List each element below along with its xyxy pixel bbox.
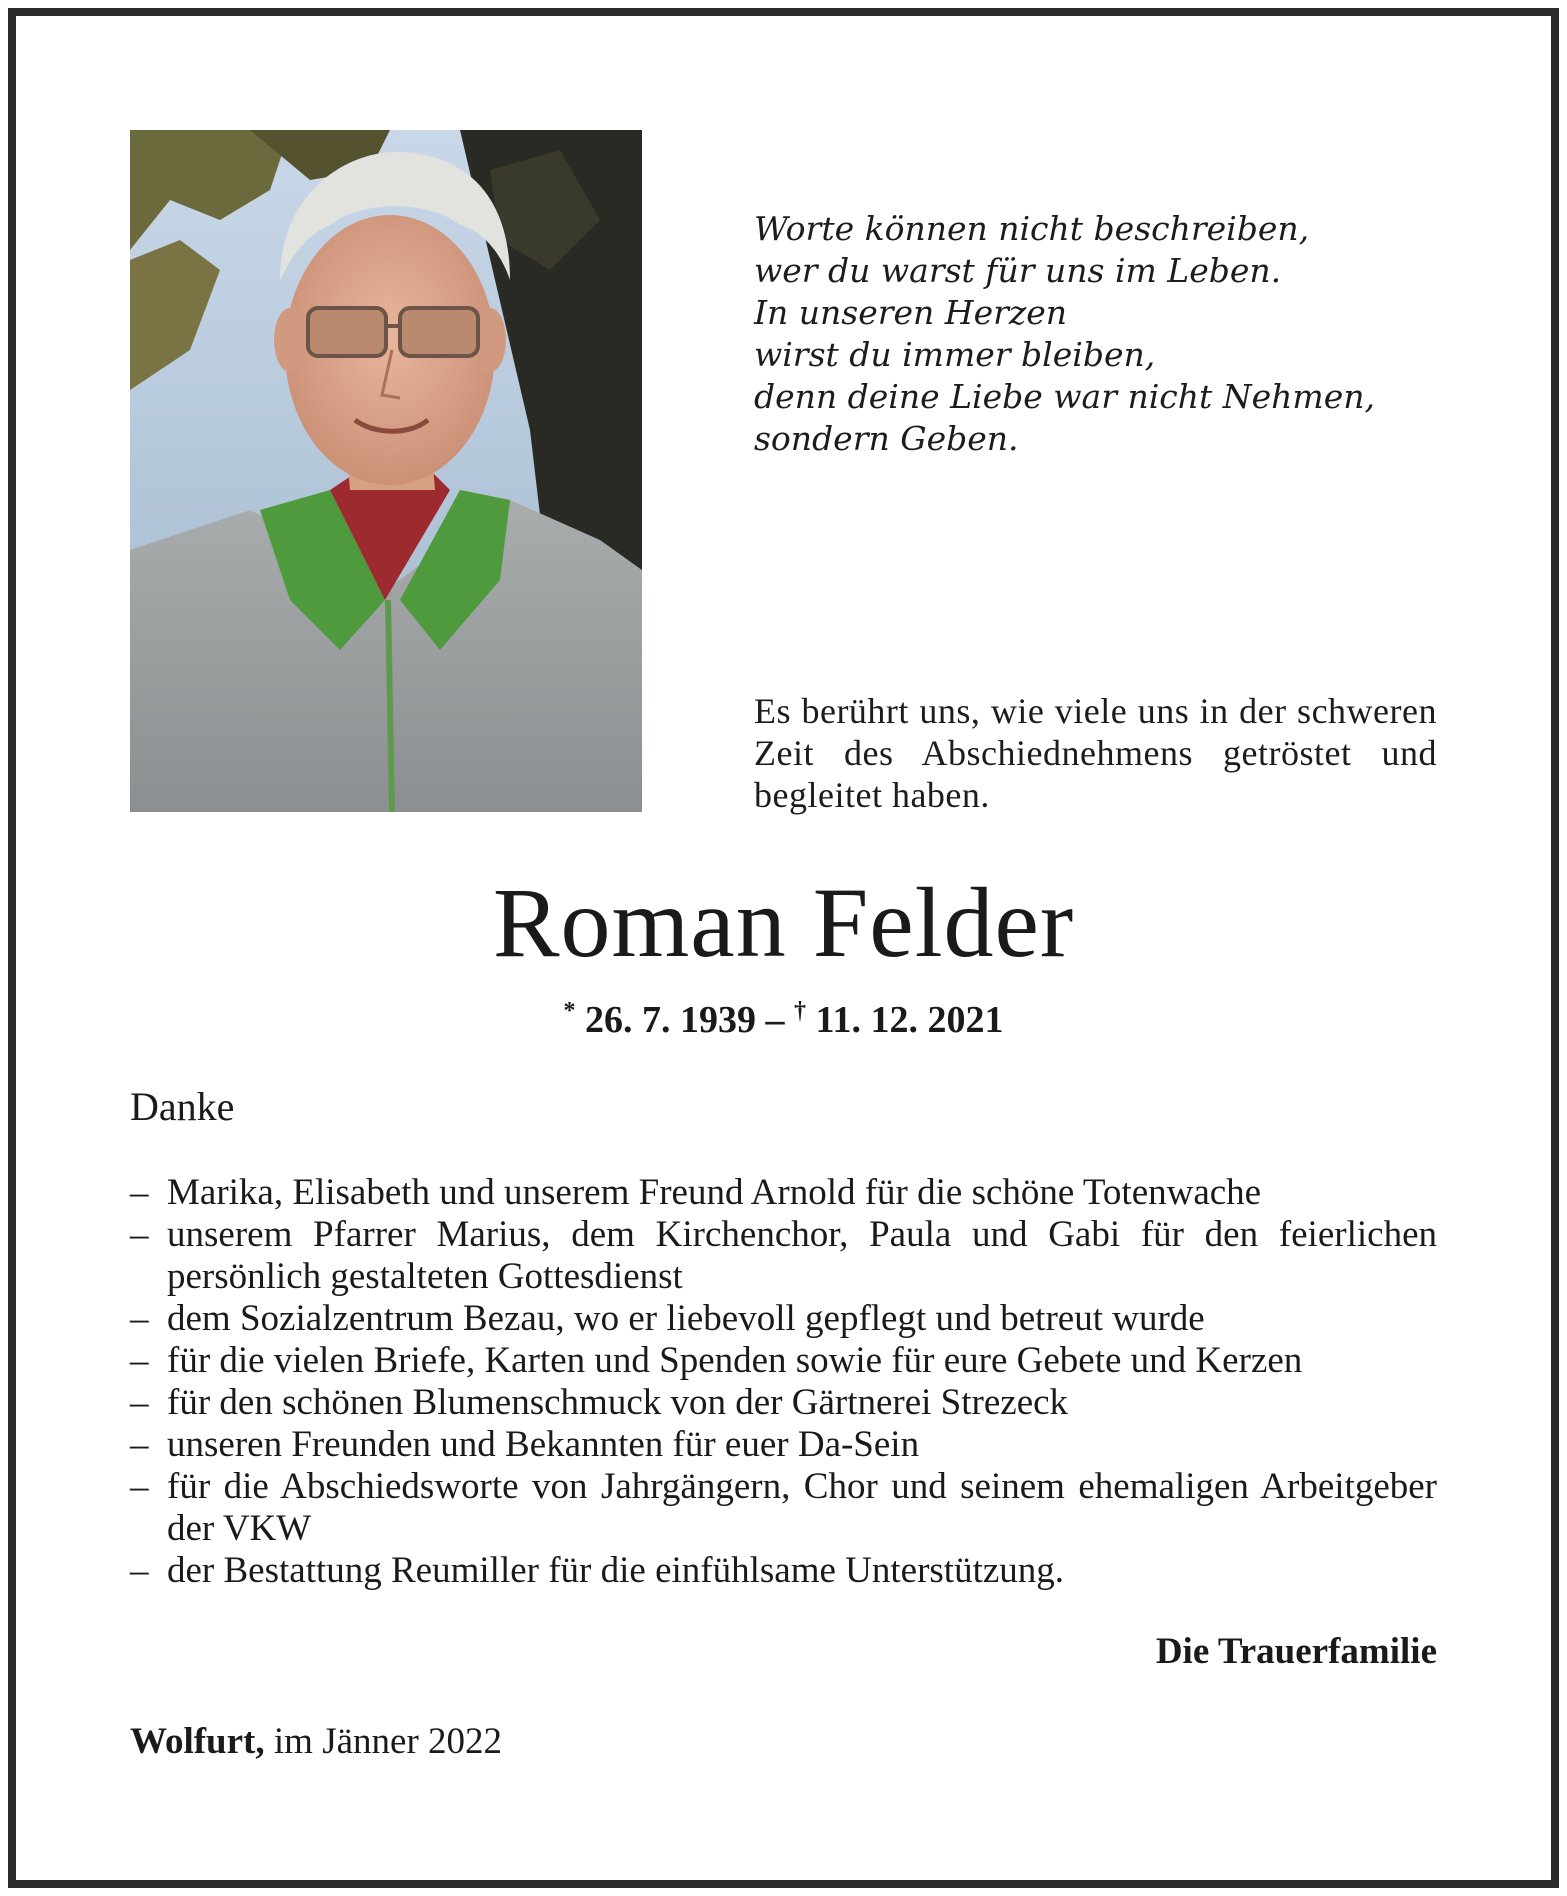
list-dash: – xyxy=(130,1466,149,1507)
poem-line: wer du warst für uns im Leben. xyxy=(754,251,1282,290)
poem-line: denn deine Liebe war nicht Nehmen, xyxy=(754,377,1375,416)
list-dash: – xyxy=(130,1550,149,1591)
list-item xyxy=(130,1298,1437,1340)
list-item xyxy=(130,1550,1437,1592)
poem-line: sondern Geben. xyxy=(754,419,1019,458)
list-item-text: für den schönen Blumenschmuck von der Gärtnerei Strezeck xyxy=(167,1382,1069,1423)
list-item xyxy=(130,1214,1437,1298)
birth-symbol: * xyxy=(563,998,576,1024)
list-item-text: unserem Pfarrer Marius, dem Kirchenchor, Paula und Gabi für den feierlichen persönlich gestalteten Gottesdienst xyxy=(167,1214,1437,1297)
list-item-text: dem Sozialzentrum Bezau, wo er liebevoll gepflegt und betreut wurde xyxy=(167,1298,1205,1339)
list-item-text: für die Abschiedsworte von Jahrgängern, Chor und seinem ehemaligen Arbeitgeber der VKW xyxy=(167,1466,1437,1549)
list-dash: – xyxy=(130,1214,149,1255)
list-dash: – xyxy=(130,1340,149,1381)
poem-line: Worte können nicht beschreiben, xyxy=(754,209,1310,248)
list-item xyxy=(130,1382,1437,1424)
place-date: im Jänner 2022 xyxy=(273,1721,503,1762)
life-dates xyxy=(0,988,1567,1043)
place-and-date xyxy=(130,1720,502,1764)
birth-date: 26. 7. 1939 xyxy=(585,999,757,1041)
memorial-poem xyxy=(754,208,1454,460)
list-item-text: der Bestattung Reumiller für die einfühlsame Unterstützung. xyxy=(167,1550,1065,1591)
list-item xyxy=(130,1340,1437,1382)
date-separator: – xyxy=(756,999,795,1041)
thanks-list xyxy=(130,1172,1437,1592)
deceased-name: Roman Felder xyxy=(492,867,1075,978)
list-item xyxy=(130,1424,1437,1466)
list-dash: – xyxy=(130,1424,149,1465)
list-item-text: Marika, Elisabeth und unserem Freund Arnold für die schöne Totenwache xyxy=(167,1172,1262,1213)
death-date: 11. 12. 2021 xyxy=(815,999,1004,1041)
thanks-intro-text: Es berührt uns, wie viele uns in der schweren Zeit des Abschiednehmens getröstet und begleitet haben. xyxy=(754,691,1437,815)
list-dash: – xyxy=(130,1382,149,1423)
list-item-text: unseren Freunden und Bekannten für euer Da-Sein xyxy=(167,1424,920,1465)
list-dash: – xyxy=(130,1298,149,1339)
signature: Die Trauerfamilie xyxy=(1155,1631,1437,1672)
death-symbol: † xyxy=(794,998,807,1024)
portrait-image xyxy=(130,130,642,812)
danke-heading: Danke xyxy=(130,1084,235,1129)
list-item xyxy=(130,1172,1437,1214)
list-item xyxy=(130,1466,1437,1550)
portrait-photo xyxy=(130,130,642,812)
list-item-text: für die vielen Briefe, Karten und Spenden sowie für eure Gebete und Kerzen xyxy=(167,1340,1303,1381)
list-dash: – xyxy=(130,1172,149,1213)
poem-line: In unseren Herzen xyxy=(754,293,1068,332)
poem-line: wirst du immer bleiben, xyxy=(754,335,1156,374)
place-town: Wolfurt, xyxy=(130,1721,265,1762)
